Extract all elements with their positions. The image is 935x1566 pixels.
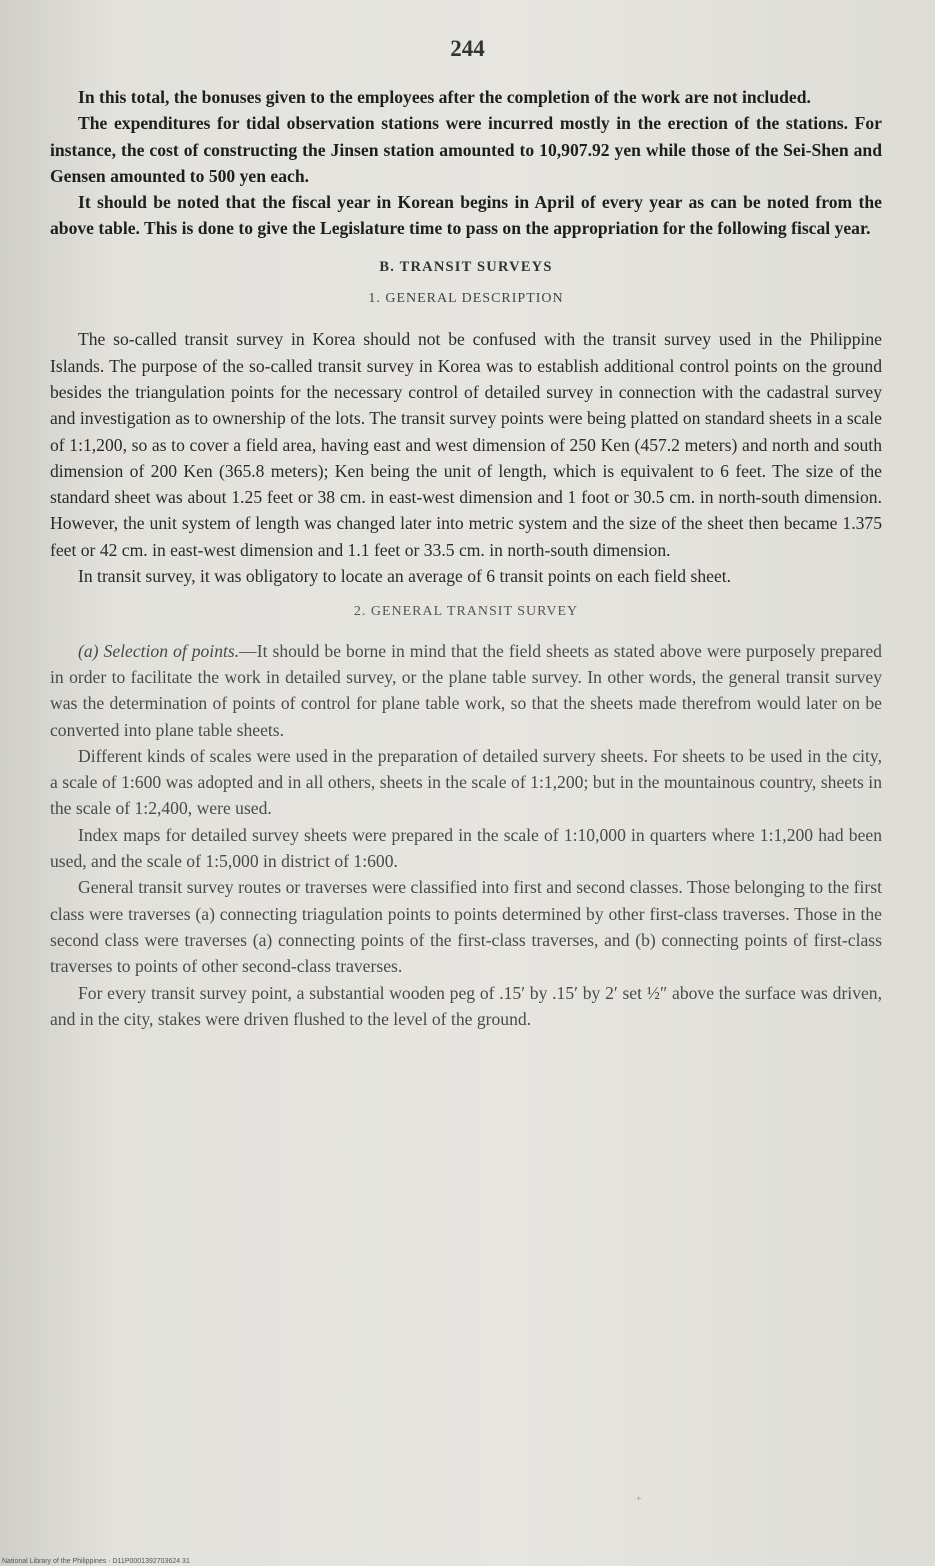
footer-scan-credit: National Library of the Philippines · D11P0001392703624 31 xyxy=(2,1558,190,1565)
paragraph-wooden-peg: For every transit survey point, a substantial wooden peg of .15′ by .15′ by 2′ set ½″ above the surface was driven, and in the city, stakes were driven flushed to the level of the ground. xyxy=(50,982,882,1029)
paragraph-scales: Different kinds of scales were used in the preparation of detailed survery sheets. For sheets to be used in the city, a scale of 1:600 was adopted and in all others, sheets in the scale of 1:1,200; but in the mountainous country, sheets in the scale of 1:2,400, were used. xyxy=(50,745,882,819)
paragraph-traverse-classes: General transit survey routes or traverses were classified into first and second classes. Those belonging to the first class were traverses (a) connecting triagulation points to points determined by other first-class traverses. Those in the second class were traverses (a) connecting points of the first-class traverses, and (b) connecting points of first-class traverses to points of other second-class traverses. xyxy=(50,877,882,977)
paragraph-bonuses: In this total, the bonuses given to the employees after the completion of the work are not included. xyxy=(78,87,811,107)
subsection-heading-general-transit-survey: 2. GENERAL TRANSIT SURVEY xyxy=(353,604,579,620)
paragraph-fiscal-year: It should be noted that the fiscal year in Korean begins in April of every year as can be noted from the above table. This is done to give the Legislature time to pass on the appropriation for the following fiscal year. xyxy=(50,192,882,239)
scan-speck: + xyxy=(636,1494,642,1505)
paragraph-transit-points: In transit survey, it was obligatory to locate an average of 6 transit points on each field sheet. xyxy=(78,566,732,587)
section-heading-transit-surveys: B. TRANSIT SURVEYS xyxy=(379,258,553,275)
paragraph-transit-description: The so-called transit survey in Korea should not be confused with the transit survey used in the Philippine Islands. The purpose of the so-called transit survey in Korea was to establish additional control points on the ground besides the triangulation points for the necessary control of detailed survey in connection with the cadastral survey and investigation as to ownership of the lots. The transit survey points were being platted on standard sheets in a scale of 1:1,200, so as to cover a field area, having east and west dimension of 250 Ken (457.2 meters) and north and south dimension of 200 Ken (365.8 meters); Ken being the unit of length, which is equivalent to 6 feet. The size of the standard sheet was about 1.25 feet or 38 cm. in east-west dimension and 1 foot or 30.5 cm. in north-south dimension. However, the unit system of length was changed later into metric system and the size of the sheet then became 1.375 feet or 42 cm. in east-west dimension and 1.1 feet or 33.5 cm. in north-south dimension. xyxy=(50,329,882,560)
paragraph-selection-of-points xyxy=(50,638,882,743)
paragraph-index-maps: Index maps for detailed survey sheets were prepared in the scale of 1:10,000 in quarters where 1:1,200 had been used, and the scale of 1:5,000 in district of 1:600. xyxy=(50,824,882,872)
paragraph-tidal-expenditures: The expenditures for tidal observation stations were incurred mostly in the erection of the stations. For instance, the cost of constructing the Jinsen station amounted to 10,907.92 yen while those of the Sei-Shen and Gensen amounted to 500 yen each. xyxy=(50,113,882,186)
page-number: 244 xyxy=(450,36,485,61)
page-content xyxy=(50,84,882,1032)
subsection-heading-general-description: 1. GENERAL DESCRIPTION xyxy=(368,291,564,307)
selection-of-points-label: (a) Selection of points. xyxy=(78,640,240,661)
selection-of-points-text: —It should be borne in mind that the field sheets as stated above were purposely prepared in order to facilitate the work in detailed survey, or the plane table survey. In other words, the general transit survey was the determination of points of control for plane table work, so that the sheets made therefrom would later on be converted into plane table sheets. xyxy=(50,640,882,740)
